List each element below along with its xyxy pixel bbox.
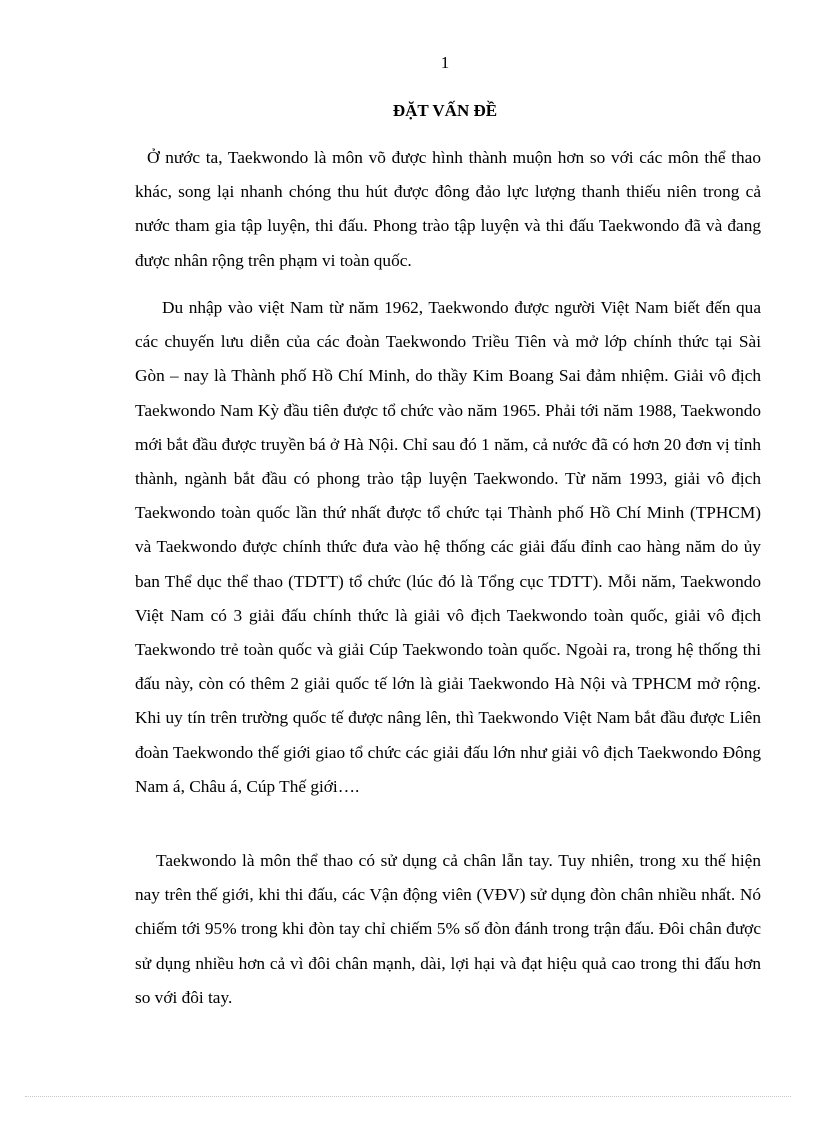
paragraph-intro: Ở nước ta, Taekwondo là môn võ được hình thành muộn hơn so với các môn thể thao khác, song lại nhanh chóng thu hút được đông đảo lực lượng thanh thiếu niên trong cả nước tham gia tập luyện, thi đấu. Phong trào tập luyện và thi đấu Taekwondo đã và đang được nhân rộng trên phạm vi toàn quốc. [135,148,761,270]
paragraph-technique: Taekwondo là môn thể thao có sử dụng cả chân lẫn tay. Tuy nhiên, trong xu thế hiện nay trên thế giới, khi thi đấu, các Vận động viên (VĐV) sử dụng đòn chân nhiều nhất. Nó chiếm tới 95% trong khi đòn tay chỉ chiếm 5% số đòn đánh trong trận đấu. Đôi chân được sử dụng nhiều hơn cả vì đôi chân mạnh, dài, lợi hại và đạt hiệu quả cao trong thi đấu hơn so với đôi tay. [135,851,761,1007]
document-heading: ĐẶT VẤN ĐỀ [392,101,498,120]
paragraph-history: Du nhập vào việt Nam từ năm 1962, Taekwondo được người Việt Nam biết đến qua các chuyến lưu diễn của các đoàn Taekwondo Triều Tiên và mở lớp chính thức tại Sài Gòn – nay là Thành phố Hồ Chí Minh, do thầy Kim Boang Sai đảm nhiệm. Giải vô địch Taekwondo Nam Kỳ đầu tiên được tổ chức vào năm 1965. Phải tới năm 1988, Taekwondo mới bắt đầu được truyền bá ở Hà Nội. Chỉ sau đó 1 năm, cả nước đã có hơn 20 đơn vị tỉnh thành, ngành bắt đầu có phong trào tập luyện Taekwondo. Từ năm 1993, giải vô địch Taekwondo toàn quốc lần thứ nhất được tổ chức tại Thành phố Hồ Chí Minh (TPHCM) và Taekwondo được chính thức đưa vào hệ thống các giải đấu đỉnh cao hàng năm do ủy ban Thể dục thể thao (TDTT) tổ chức (lúc đó là Tổng cục TDTT). Mỗi năm, Taekwondo Việt Nam có 3 giải đấu chính thức là giải vô địch Taekwondo toàn quốc, giải vô địch Taekwondo trẻ toàn quốc và giải Cúp Taekwondo toàn quốc. Ngoài ra, trong hệ thống thi đấu này, còn có thêm 2 giải quốc tế lớn là giải Taekwondo Hà Nội và TPHCM mở rộng. Khi uy tín trên trường quốc tế được nâng lên, thì Taekwondo Việt Nam bắt đầu được Liên đoàn Taekwondo thế giới giao tổ chức các giải đấu lớn như giải vô địch Taekwondo Đông Nam á, Châu á, Cúp Thế giới…. [135,298,761,796]
page-bottom-divider [25,1096,791,1097]
page-number: 1 [440,53,450,72]
